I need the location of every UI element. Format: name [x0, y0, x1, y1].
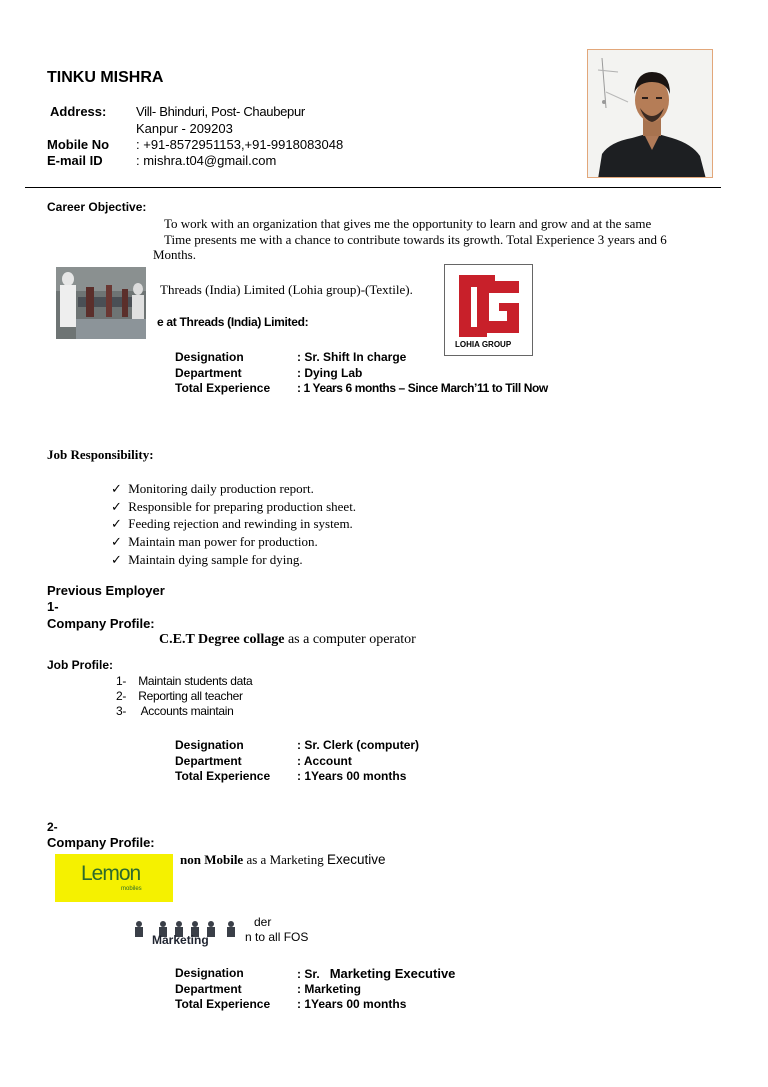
lemon-mobiles-logo: [55, 854, 173, 902]
current-designation-label: Designation: [175, 350, 244, 364]
company-2: [180, 852, 386, 868]
company-1-role: as a computer operator: [284, 632, 416, 647]
responsibility-item: [111, 552, 303, 568]
email-value: : mishra.t04@gmail.com: [136, 153, 277, 168]
employer-number-1: 1-: [47, 599, 59, 614]
prev2-experience-value: : 1Years 00 months: [297, 997, 407, 1011]
check-icon: ✓: [111, 552, 122, 567]
header-divider: [25, 187, 721, 188]
company-profile-label-2: Company Profile:: [47, 835, 155, 850]
current-experience-value: : 1 Years 6 months – Since March’11 to Till Now: [297, 381, 548, 395]
career-line1: To work with an organization that gives me the opportunity to learn and grow and at the same: [164, 216, 652, 231]
career-line2: Time presents me with a chance to contribute towards its growth. Total Experience 3 years and 6: [164, 232, 667, 247]
lohia-group-logo: [444, 264, 533, 356]
check-icon: ✓: [111, 516, 122, 531]
candidate-name: TINKU MISHRA: [47, 69, 164, 86]
current-employer-heading: e at Threads (India) Limited:: [157, 315, 309, 329]
responsibility-text: Responsible for preparing production sheet.: [128, 499, 357, 514]
responsibility-item: [111, 516, 353, 532]
company-2-name: non Mobile: [180, 852, 244, 867]
job-profile-text: Reporting all teacher: [138, 689, 243, 703]
marketing-team-image: [127, 919, 242, 949]
prev2-designation-prefix: : Sr.: [297, 967, 330, 981]
prev1-department-value: : Account: [297, 754, 352, 768]
address-label: Address:: [50, 104, 107, 119]
prev1-designation-label: Designation: [175, 738, 244, 752]
job-profile-text: Accounts maintain: [140, 704, 234, 718]
current-designation-value: : Sr. Shift In charge: [297, 350, 407, 364]
current-department-label: Department: [175, 366, 242, 380]
check-icon: ✓: [111, 499, 122, 514]
career-line3: Months.: [153, 247, 196, 262]
prev2-designation-value: [297, 966, 455, 981]
previous-employer-heading: Previous Employer: [47, 583, 165, 598]
responsibility-item: [111, 481, 314, 497]
job-profile-num: 2-: [116, 689, 127, 703]
responsibility-item: [111, 534, 318, 550]
address-line1: Vill- Bhinduri, Post- Chaubepur: [136, 104, 305, 119]
current-department-value: : Dying Lab: [297, 366, 363, 380]
responsibility-item: [111, 499, 356, 515]
lab-photo: [56, 267, 146, 339]
check-icon: ✓: [111, 481, 122, 496]
responsibility-text: Monitoring daily production report.: [128, 481, 314, 496]
employer-number-2: 2-: [47, 820, 58, 834]
lemon-logo-text: Lemon: [81, 862, 141, 885]
company-1: [159, 632, 416, 648]
lab-workers-icon: [56, 267, 146, 339]
job-profile-label: Job Profile:: [47, 658, 114, 672]
mobile-value: : +91-8572951153,+91-9918083048: [136, 137, 344, 152]
partial-duty-2: n to all FOS: [245, 930, 309, 944]
company-profile-label-1: Company Profile:: [47, 616, 155, 631]
company-2-role: as a Marketing: [243, 852, 327, 867]
marketing-image-label: Marketing: [152, 933, 209, 947]
company-1-name: C.E.T Degree collage: [159, 632, 285, 647]
prev1-designation-value: : Sr. Clerk (computer): [297, 738, 420, 752]
prev2-department-value: : Marketing: [297, 982, 362, 996]
company-2-role-tail: Executive: [326, 852, 386, 867]
job-profile-item: [116, 689, 243, 703]
prev1-department-label: Department: [175, 754, 242, 768]
partial-duty-1: der: [254, 915, 272, 929]
person-photo-icon: [588, 50, 713, 178]
check-icon: ✓: [111, 534, 122, 549]
current-company: Threads (India) Limited (Lohia group)-(Textile).: [160, 282, 413, 297]
responsibility-text: Maintain dying sample for dying.: [128, 552, 303, 567]
lemon-logo-sub: mobiles: [121, 886, 142, 892]
job-profile-num: 1-: [116, 674, 127, 688]
prev1-experience-value: : 1Years 00 months: [297, 769, 407, 783]
prev2-department-label: Department: [175, 982, 242, 996]
job-profile-item: [116, 704, 234, 718]
prev2-experience-label: Total Experience: [175, 997, 271, 1011]
lohia-logo-text: LOHIA GROUP: [455, 340, 512, 349]
job-profile-num: 3-: [116, 704, 127, 718]
responsibility-text: Maintain man power for production.: [128, 534, 318, 549]
prev2-designation-title: Marketing Executive: [329, 966, 456, 981]
prev2-designation-label: Designation: [175, 966, 244, 980]
email-label: E-mail ID: [47, 153, 103, 168]
responsibility-text: Feeding rejection and rewinding in system.: [128, 516, 353, 531]
career-objective-heading: Career Objective:: [47, 200, 147, 214]
profile-photo: [587, 49, 713, 178]
job-profile-text: Maintain students data: [138, 674, 253, 688]
current-experience-label: Total Experience: [175, 381, 271, 395]
address-line2: Kanpur - 209203: [136, 121, 233, 136]
mobile-label: Mobile No: [47, 137, 110, 152]
job-responsibility-heading: Job Responsibility:: [47, 447, 154, 462]
job-profile-item: [116, 674, 252, 688]
prev1-experience-label: Total Experience: [175, 769, 271, 783]
